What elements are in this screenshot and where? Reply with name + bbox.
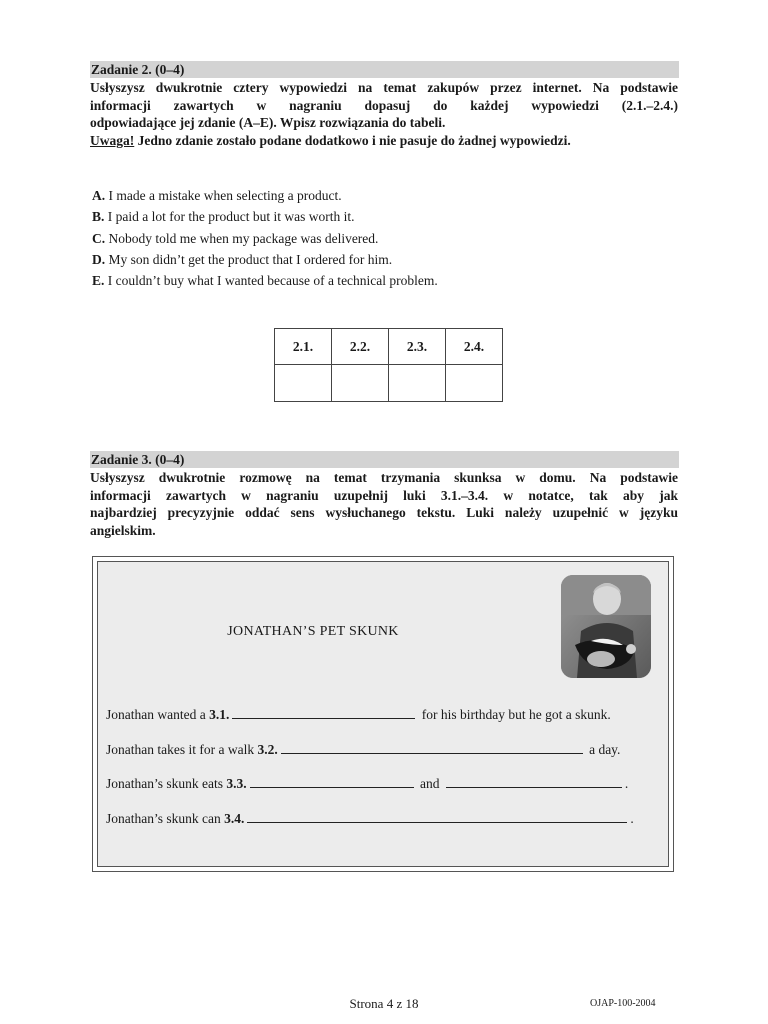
gap-3-1-blank[interactable] [232, 706, 415, 719]
document-code: OJAP-100-2004 [590, 998, 656, 1009]
page-number: Strona 4 z 18 [349, 996, 419, 1011]
option-c-letter: C. [92, 230, 106, 246]
option-b [92, 206, 438, 227]
note-title: JONATHAN’S PET SKUNK [227, 624, 399, 639]
note-line-3-1-after: for his birthday but he got a skunk. [418, 707, 611, 722]
task2-options [92, 185, 438, 291]
option-b-letter: B. [92, 209, 105, 225]
option-a-text: I made a mistake when selecting a product. [105, 188, 342, 203]
option-a [92, 185, 438, 206]
note-line-3-4-before: Jonathan’s skunk can [106, 811, 225, 826]
answer-header-2-1: 2.1. [275, 329, 332, 365]
gap-3-1-label: 3.1. [209, 707, 230, 722]
answer-cell-2-4[interactable] [446, 365, 503, 402]
option-e [92, 270, 438, 291]
task2-instruction [90, 79, 678, 149]
option-d [92, 249, 438, 270]
note-panel [97, 561, 669, 867]
answer-header-2-2: 2.2. [332, 329, 389, 365]
gap-3-3a-blank[interactable] [250, 775, 414, 788]
option-a-letter: A. [92, 188, 106, 203]
note-line-3-2 [106, 741, 620, 758]
task3-instruction [90, 469, 678, 539]
note-line-3-4 [106, 810, 634, 827]
gap-3-4-label: 3.4. [224, 811, 245, 826]
option-e-text: I couldn’t buy what I wanted because of a technical problem. [104, 273, 438, 289]
task2-note [90, 132, 678, 150]
answer-table [274, 328, 503, 402]
task2-header: Zadanie 2. (0–4) [90, 61, 679, 78]
boy-with-skunk-photo [561, 575, 651, 678]
task2-instruction-line-1: Usłyszysz dwukrotnie cztery wypowiedzi na temat zakupów przez internet. Na podstawie [90, 80, 678, 95]
task3-instruction-line-3: najbardziej precyzyjnie oddać sens wysłuchanego tekstu. Luki należy uzupełnić w języku [90, 505, 678, 520]
option-d-letter: D. [92, 251, 106, 267]
gap-3-3-label: 3.3. [226, 776, 247, 791]
note-line-3-1 [106, 706, 611, 723]
note-line-3-4-after: . [630, 811, 634, 826]
answer-header-2-4: 2.4. [446, 329, 503, 365]
answer-cell-2-3[interactable] [389, 365, 446, 402]
option-c-text: Nobody told me when my package was delivered. [105, 230, 379, 246]
gap-3-2-blank[interactable] [281, 741, 583, 754]
task2-note-text: Jedno zdanie zostało podane dodatkowo i nie pasuje do żadnej wypowiedzi. [134, 132, 571, 148]
task2-instruction-line-2: informacji zawartych w nagraniu dopasuj do każdej wypowiedzi (2.1.–2.4.) [90, 97, 678, 113]
gap-3-2-label: 3.2. [257, 742, 278, 757]
answer-cell-2-1[interactable] [275, 365, 332, 402]
note-line-3-2-before: Jonathan takes it for a walk [106, 742, 258, 757]
photo-illustration [561, 575, 651, 678]
task3-header: Zadanie 3. (0–4) [90, 451, 679, 468]
task2-note-label: Uwaga! [90, 132, 135, 148]
option-e-letter: E. [92, 273, 105, 289]
task3-instruction-line-4: angielskim. [90, 522, 156, 538]
note-line-3-3 [106, 775, 628, 792]
answer-cell-2-2[interactable] [332, 365, 389, 402]
option-c [92, 228, 438, 249]
task3-instruction-line-1: Usłyszysz dwukrotnie rozmowę na temat trzymania skunksa w domu. Na podstawie [90, 470, 678, 485]
gap-3-3b-blank[interactable] [446, 775, 622, 788]
task3-instruction-line-2: informacji zawartych w nagraniu uzupełnij luki 3.1.–3.4. w notatce, tak aby jak [90, 487, 678, 503]
note-line-3-1-before: Jonathan wanted a [106, 707, 210, 722]
gap-3-4-blank[interactable] [247, 810, 627, 823]
note-line-3-3-middle: and [416, 776, 443, 791]
option-d-text: My son didn’t get the product that I ordered for him. [105, 251, 393, 267]
answer-header-2-3: 2.3. [389, 329, 446, 365]
task2-instruction-line-3: odpowiadające jej zdanie (A–E). Wpisz rozwiązania do tabeli. [90, 115, 446, 130]
option-b-text: I paid a lot for the product but it was worth it. [104, 209, 355, 225]
note-line-3-3-after: . [624, 776, 629, 791]
note-line-3-2-after: a day. [585, 742, 621, 757]
note-line-3-3-before: Jonathan’s skunk eats [106, 776, 227, 791]
note-box [92, 556, 674, 872]
